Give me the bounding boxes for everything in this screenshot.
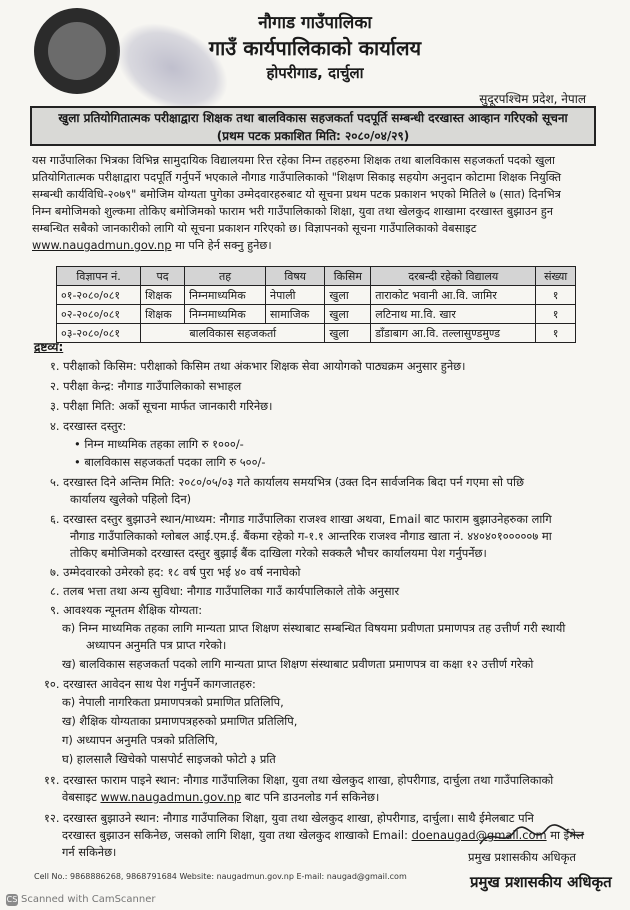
- table-cell: खुला: [325, 305, 371, 324]
- table-cell: बालविकास सहजकर्ता: [141, 324, 325, 343]
- note-text: दरखास्त बुझाउन सकिनेछ, जसको लागि शिक्षा, युवा तथा खेलकुद शाखाको Email:: [62, 828, 412, 842]
- intro-line: सम्बन्धित सबैको जानकारीको लागि यो सूचना प्रकाशन गरिएको छ। विज्ञापनको सूचना गाउँपालिकाको वेबसाइट: [32, 222, 477, 235]
- signatory-stamp: प्रमुख प्रशासकीय अधिकृत: [470, 873, 612, 891]
- website-link[interactable]: www.naugadmun.gov.np: [32, 239, 172, 252]
- table-cell: निम्नमाध्यमिक: [185, 286, 266, 305]
- table-cell: शिक्षक: [141, 305, 185, 324]
- note-subitem: ख) शैक्षिक योग्यताका प्रमाणपत्रहरुको प्रमाणित प्रतिलिपि,: [62, 714, 298, 728]
- note-item: ४. दरखास्त दस्तुर:: [50, 419, 127, 433]
- intro-paragraph: [32, 152, 597, 254]
- col-type: किसिम: [325, 267, 371, 286]
- table-cell: १: [536, 324, 576, 343]
- note-item: १२. दरखास्त बुझाउने स्थान: नौगाड गाउँपालिका शिक्षा, युवा तथा खेलकुद शाखा, होपरीगाड, दार्चुला। साथै ईमेलबाट पनि: [44, 811, 534, 825]
- vacancy-table: [56, 266, 576, 343]
- col-subject: विषय: [266, 267, 325, 286]
- website-link[interactable]: www.naugadmun.gov.np: [100, 790, 242, 804]
- province-label: सुदूरपश्चिम प्रदेश, नेपाल: [479, 92, 586, 106]
- note-subitem: ख) बालविकास सहजकर्ता पदको लागि मान्यता प्राप्त शिक्षण संस्थाबाट प्रवीणता प्रमाणपत्र वा कक्षा १२ उत्तीर्ण गरेको: [62, 657, 534, 671]
- table-cell: ०१-२०८०/०८१: [57, 286, 141, 305]
- table-cell: खुला: [325, 324, 371, 343]
- table-cell: लटिनाथ मा.वि. खार: [371, 305, 536, 324]
- note-subitem: घ) हालसालै खिचेको पासपोर्ट साइजको फोटो ३ प्रति: [62, 752, 276, 766]
- table-cell: १: [536, 286, 576, 305]
- col-post: पद: [141, 267, 185, 286]
- table-cell: नेपाली: [266, 286, 325, 305]
- note-item: ५. दरखास्त दिने अन्तिम मिति: २०८०/०५/०३ गते कार्यालय समयभित्र (उक्त दिन सार्वजनिक बिदा पर्न गएमा सो पछि: [50, 475, 524, 489]
- note-item: ९. आवश्यक न्यूनतम शैक्षिक योग्यता:: [50, 603, 203, 617]
- intro-line: यस गाउँपालिका भित्रका विभिन्न सामुदायिक विद्यालयमा रित्त रहेका निम्न तहहरुमा शिक्षक तथा बालविकास सहजकर्ता पदको खुला: [32, 154, 555, 167]
- note-item: ३. परीक्षा मिति: अर्को सूचना मार्फत जानकारी गरिनेछ।: [50, 399, 273, 413]
- signature-icon: [472, 824, 590, 850]
- note-item: तोकिए बमोजिमको दरखास्त दस्तुर बुझाई बैंक दाखिला गरेको सक्कलै भौचर कार्यालयमा पेश गर्नुपर्नेछ।: [70, 546, 487, 560]
- note-item: २. परीक्षा केन्द्र: नौगाड गाउँपालिकाको सभाहल: [50, 379, 242, 393]
- col-ad-number: विज्ञापन नं.: [57, 267, 141, 286]
- camscanner-watermark: [6, 894, 156, 906]
- note-item: [62, 789, 379, 805]
- table-cell: ०२-२०८०/०८१: [57, 305, 141, 324]
- note-subitem: ग) अध्यापन अनुमति पत्रको प्रतिलिपि,: [62, 733, 219, 747]
- intro-line: मा पनि हेर्न सक्नु हुनेछ।: [171, 239, 272, 252]
- note-subitem: • निम्न माध्यमिक तहका लागि रु १०००/-: [74, 437, 244, 451]
- note-text: मा ईमेल: [546, 828, 584, 842]
- municipality-name: नौगाड गाउँपालिका: [258, 13, 372, 33]
- table-row: [57, 286, 576, 305]
- note-text: बाट पनि डाउनलोड गर्न सकिनेछ।: [241, 790, 380, 804]
- note-item: ६. दरखास्त दस्तुर बुझाउने स्थान/माध्यम: नौगाड गाउँपालिका राजश्व शाखा अथवा, Email बाट फाराम बुझाउनेहरुका लागि: [50, 512, 552, 526]
- footer-contact: Cell No.: 9868886268, 9868791684 Website: naugadmun.gov.np E-mail: naugad@gmail.com: [34, 872, 407, 881]
- notice-title-box: [30, 106, 596, 146]
- table-cell: शिक्षक: [141, 286, 185, 305]
- col-level: तह: [185, 267, 266, 286]
- table-cell: खुला: [325, 286, 371, 305]
- note-item: ८. तलब भत्ता तथा अन्य सुविधा: नौगाड गाउँपालिका गाउँ कार्यपालिकाले तोके अनुसार: [50, 584, 400, 598]
- notice-title: खुला प्रतियोगितात्मक परीक्षाद्वारा शिक्षक तथा बालविकास सहजकर्ता पदपूर्ति सम्बन्धी दरखास्त आव्हान गरिएको सूचना: [58, 111, 568, 125]
- note-item: नौगाड गाउँपालिकाको ग्लोबल आई.एम.ई. बैंकमा रहेको ग-१.१ आन्तरिक राजश्व नौगाड खाता नं. ४४०४०१०००००७ मा: [70, 529, 552, 543]
- email-link[interactable]: doenaugad@gmail.com: [411, 828, 547, 842]
- intro-line: प्रतियोगितात्मक परीक्षाद्वारा पदपूर्ति गर्नुपर्ने भएकाले नौगाड गाउँपालिकाको "शिक्षण सिकाइ सहयोग अनुदान कोटामा शिक्षक नियुक्ति: [32, 171, 562, 184]
- office-name: गाउँ कार्यपालिकाको कार्यालय: [208, 36, 422, 60]
- note-item: १०. दरखास्त आवेदन साथ पेश गर्नुपर्ने कागजातहरु:: [44, 677, 256, 691]
- note-item: ७. उम्मेदवारको उमेरको हद: १८ वर्ष पुरा भई ४० वर्ष ननाघेको: [50, 565, 301, 579]
- notice-publish-date: (प्रथम पटक प्रकाशित मिति: २०८०/०४/२९): [216, 129, 410, 143]
- table-cell: ०३-२०८०/०८१: [57, 324, 141, 343]
- note-subitem: • बालविकास सहजकर्ता पदका लागि रु ५००/-: [74, 455, 266, 469]
- camscanner-label: Scanned with CamScanner: [21, 894, 156, 905]
- note-subitem: क) नेपाली नागरिकता प्रमाणपत्रको प्रमाणित प्रतिलिपि,: [62, 695, 284, 709]
- camscanner-icon: CS: [6, 895, 18, 904]
- table-row: [57, 324, 576, 343]
- signatory-title: प्रमुख प्रशासकीय अधिकृत: [468, 850, 576, 864]
- col-school: दरबन्दी रहेको विद्यालय: [371, 267, 536, 286]
- table-cell: १: [536, 305, 576, 324]
- note-item: कार्यालय खुलेको पहिलो दिन): [70, 492, 192, 506]
- note-item: ११. दरखास्त फाराम पाइने स्थान: नौगाड गाउँपालिका शिक्षा, युवा तथा खेलकुद शाखा, होपरीगाड, दार्चुला तथा गाउँपालिकाको: [44, 773, 554, 787]
- note-item: १. परीक्षाको किसिम: परीक्षाको किसिम तथा अंकभार शिक्षक सेवा आयोगको पाठ्यक्रम अनुसार हुनेछ।: [50, 359, 466, 373]
- office-address: होपरीगाड, दार्चुला: [266, 64, 364, 82]
- intro-line: निम्न बमोजिमको शुल्कमा तोकिए बमोजिमको फाराम भरी गाउँपालिकाको शिक्षा, युवा तथा खेलकुद शाखामा दरखास्त बुझाउन हुन: [32, 205, 553, 218]
- table-cell: निम्नमाध्यमिक: [185, 305, 266, 324]
- note-item: गर्न सकिनेछ।: [62, 845, 117, 859]
- notes-heading: द्रष्टव्य:: [34, 340, 64, 354]
- table-cell: ताराकोट भवानी आ.वि. जामिर: [371, 286, 536, 305]
- table-row: [57, 305, 576, 324]
- table-cell: सामाजिक: [266, 305, 325, 324]
- col-count: संख्या: [536, 267, 576, 286]
- table-header-row: [57, 267, 576, 286]
- note-subitem: अध्यापन अनुमति पत्र प्राप्त गरेको।: [86, 638, 227, 652]
- table-cell: डाँडाबाग आ.वि. तल्लासुण्डमुण्ड: [371, 324, 536, 343]
- note-text: वेबसाइट: [62, 790, 101, 804]
- note-subitem: क) निम्न माध्यमिक तहका लागि मान्यता प्राप्त शिक्षण संस्थाबाट सम्बन्धित विषयमा प्रवीणता प्रमाणपत्र तह उत्तीर्ण गरी स्थायी: [62, 621, 566, 635]
- intro-line: सम्बन्धी कार्यविधि-२०७९" बमोजिम योग्यता पुगेका उम्मेदवारहरुबाट यो सूचना प्रथम पटक प्रकाशन भएको मितिले ७ (सात) दिनभित्र: [32, 188, 561, 201]
